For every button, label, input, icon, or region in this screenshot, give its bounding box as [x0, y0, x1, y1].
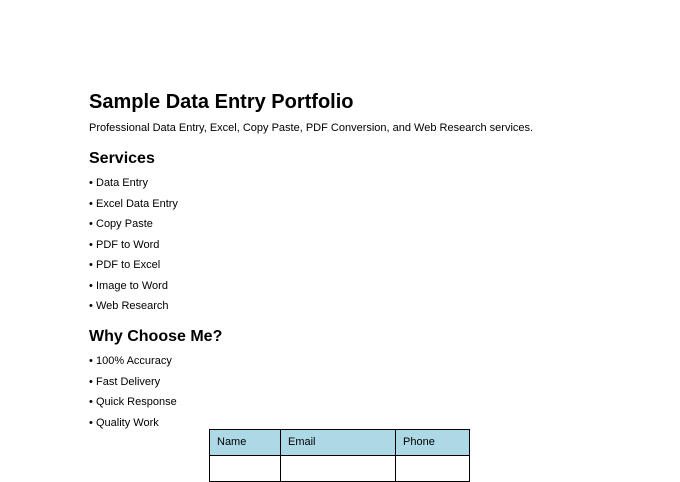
- bullet-icon: •: [89, 259, 93, 271]
- list-item-label: PDF to Excel: [96, 259, 161, 271]
- list-item-label: Excel Data Entry: [96, 197, 178, 210]
- column-header-phone: Phone: [396, 430, 470, 456]
- list-item: [89, 372, 177, 393]
- bullet-icon: •: [89, 396, 93, 408]
- list-item: [89, 413, 177, 434]
- bullet-icon: •: [89, 300, 93, 312]
- table-cell: [281, 456, 396, 482]
- bullet-icon: •: [89, 218, 93, 230]
- list-item: [89, 351, 177, 372]
- list-item-label: Copy Paste: [96, 218, 153, 230]
- list-item: [89, 235, 178, 256]
- services-heading: Services: [89, 150, 155, 167]
- bullet-icon: •: [89, 375, 93, 388]
- list-item-label: Fast Delivery: [96, 375, 161, 388]
- table-header-row: [210, 430, 470, 456]
- table-row: [210, 456, 470, 482]
- services-list: [89, 173, 178, 317]
- list-item-label: Quality Work: [96, 416, 159, 429]
- column-header-name: Name: [210, 430, 281, 456]
- contact-table: [209, 429, 470, 482]
- why-choose-me-heading: Why Choose Me?: [89, 328, 223, 345]
- page-subtitle: Professional Data Entry, Excel, Copy Paste, PDF Conversion, and Web Research services.: [89, 122, 534, 134]
- list-item-label: PDF to Word: [96, 238, 160, 251]
- list-item: [89, 194, 178, 215]
- list-item: [89, 173, 178, 194]
- bullet-icon: •: [89, 416, 93, 429]
- list-item-label: Image to Word: [96, 279, 168, 292]
- list-item-label: Quick Response: [96, 396, 177, 408]
- table-cell: [210, 456, 281, 482]
- list-item-label: Data Entry: [96, 177, 148, 189]
- list-item-label: Web Research: [96, 300, 169, 312]
- list-item: [89, 214, 178, 235]
- bullet-icon: •: [89, 177, 93, 189]
- table-cell: [396, 456, 470, 482]
- list-item: [89, 392, 177, 413]
- list-item: [89, 296, 178, 317]
- list-item: [89, 276, 178, 297]
- bullet-icon: •: [89, 279, 93, 292]
- bullet-icon: •: [89, 238, 93, 251]
- bullet-icon: •: [89, 355, 93, 367]
- bullet-icon: •: [89, 197, 93, 210]
- why-choose-me-list: [89, 351, 177, 433]
- column-header-email: Email: [281, 430, 396, 456]
- list-item: [89, 255, 178, 276]
- page-title: Sample Data Entry Portfolio: [89, 91, 354, 113]
- list-item-label: 100% Accuracy: [96, 355, 172, 367]
